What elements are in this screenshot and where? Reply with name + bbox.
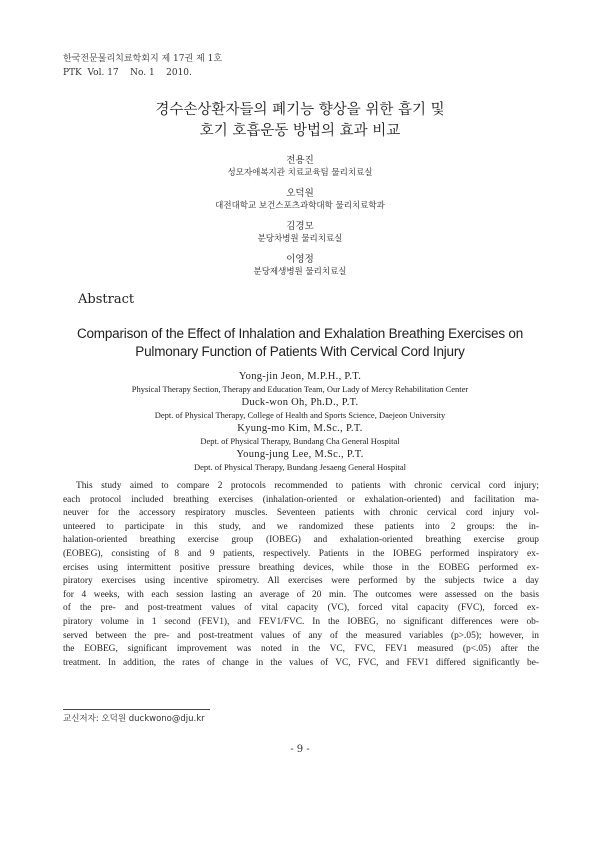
journal-volume-issue: PTK Vol. 17 No. 1 2010. <box>63 68 192 78</box>
abstract-body <box>63 480 539 670</box>
abstract-line: the EOBEG, significant improvement was noted in the VC, FVC, FEV1 measured (p<.05) after the <box>63 644 539 655</box>
abstract-line: (EOBEG), consisting of 8 and 9 patients, respectively. Patients in the IOBEG performed inspiratory ex- <box>63 548 539 559</box>
korean-author-affiliation: 분당차병원 물리치료실 <box>257 234 343 244</box>
korean-author-affiliation: 분당제생병원 물리치료실 <box>253 267 347 277</box>
abstract-line: of the pre- and post-treatment values of vital capacity (VC), forced vital capacity (FVC), forced ex- <box>63 603 539 614</box>
english-author-affiliation: Dept. of Physical Therapy, College of Health and Sports Science, Daejeon University <box>154 410 446 420</box>
korean-author-name: 이영정 <box>286 254 314 265</box>
journal-name-korean: 한국전문물리치료학회지 제 17권 제 1호 <box>63 54 223 64</box>
korean-title <box>0 100 600 142</box>
korean-author-affiliation: 성모자애복지관 치료교육팀 물리치료실 <box>227 168 373 178</box>
english-title-line-1: Comparison of the Effect of Inhalation and Exhalation Breathing Exercises on <box>76 326 524 341</box>
english-author-affiliation: Physical Therapy Section, Therapy and Education Team, Our Lady of Mercy Rehabilitation Center <box>131 384 469 394</box>
abstract-line: This study aimed to compare 2 protocols recommended to patients with chronic cervical cord injury; <box>76 481 539 491</box>
abstract-line: neuver for the accessory respiratory muscles. Seventeen patients with chronic cervical cord injury vol- <box>63 508 539 519</box>
abstract-line: unteered to participate in this study, and we randomized these patients into 2 groups: the in- <box>63 521 539 532</box>
english-author-list <box>0 371 600 475</box>
abstract-line: halation-oriented breathing exercise group (IOBEG) and exhalation-oriented breathing exercise group <box>63 535 539 546</box>
korean-author-name: 전용진 <box>286 155 314 166</box>
journal-header <box>63 52 222 80</box>
abstract-line: served between the pre- and post-treatment values of any of the measured variables (p>.05); however, in <box>63 630 539 641</box>
english-author-name: Kyung-mo Kim, M.Sc., P.T. <box>237 423 363 434</box>
english-title-line-2: Pulmonary Function of Patients With Cervical Cord Injury <box>135 344 465 359</box>
abstract-line: for 4 weeks, with each session lasting an average of 20 min. The outcomes were assessed on the basis <box>63 589 539 600</box>
abstract-line: each protocol included breathing exercises (inhalation-oriented or exhalation-oriented) and facilitation ma- <box>63 494 539 505</box>
english-author-name: Duck-won Oh, Ph.D., P.T. <box>241 397 359 408</box>
abstract-line: piratory volume in 1 second (FEV1), and FEV1/FVC. In the IOBEG, no significant differences were ob- <box>63 616 539 627</box>
abstract-line: ercises using intermittent positive pressure breathing devices, while those in the EOBEG performed ex- <box>63 562 539 573</box>
english-author-affiliation: Dept. of Physical Therapy, Bundang Cha General Hospital <box>200 436 400 446</box>
korean-title-line-1: 경수손상환자들의 폐기능 향상을 위한 흡기 및 <box>155 102 445 118</box>
korean-title-line-2: 호기 호흡운동 방법의 효과 비교 <box>199 123 401 139</box>
english-title <box>0 325 600 361</box>
abstract-line: piratory exercises using incentive spirometry. All exercises were performed by the subjects twice a day <box>63 576 539 587</box>
corresponding-author-footnote: 교신저자: 오덕원 duckwono@dju.kr <box>63 714 205 724</box>
abstract-line: treatment. In addition, the rates of change in the values of VC, FVC, and FEV1 differed significantly be- <box>63 657 539 668</box>
korean-author-affiliation: 대전대학교 보건스포츠과학대학 물리치료학과 <box>215 201 385 211</box>
korean-author-name: 오덕원 <box>286 188 314 199</box>
abstract-heading: Abstract <box>78 292 135 307</box>
korean-author-list <box>0 152 600 286</box>
page-number: - 9 - <box>290 744 310 755</box>
korean-author-name: 김경모 <box>286 221 314 232</box>
english-author-affiliation: Dept. of Physical Therapy, Bundang Jesaeng General Hospital <box>194 462 406 472</box>
english-author-name: Young-jung Lee, M.Sc., P.T. <box>236 449 364 460</box>
english-author-name: Yong-jin Jeon, M.P.H., P.T. <box>238 371 362 382</box>
footnote-divider <box>63 709 210 710</box>
